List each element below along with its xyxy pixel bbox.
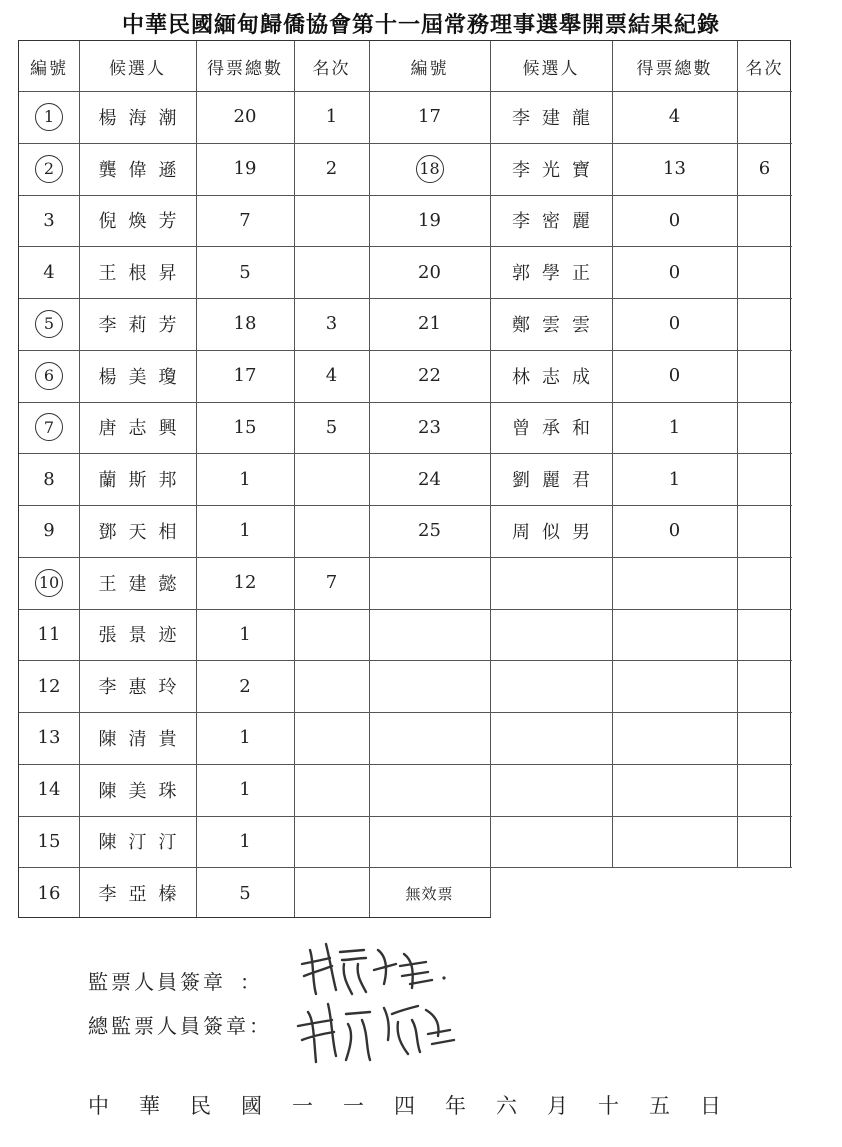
chief-signature — [292, 990, 462, 1070]
candidate-number: 12 — [37, 675, 61, 697]
rank — [737, 453, 792, 505]
candidate-name: 陳汀汀 — [98, 832, 189, 854]
candidate-number: 20 — [418, 261, 441, 283]
rank — [294, 505, 369, 557]
candidate-name: 王根昇 — [98, 263, 189, 285]
candidate-number: 14 — [37, 779, 61, 801]
rank — [737, 402, 792, 454]
invalid-ballots-label: 無效票 — [405, 884, 454, 903]
candidate-number: 23 — [418, 416, 441, 438]
candidate-name: 曾承和 — [512, 418, 602, 440]
candidate-number: 11 — [37, 623, 61, 645]
elected-circle-mark: 1 — [35, 103, 63, 131]
vote-count: 1 — [239, 520, 251, 542]
vote-count: 15 — [233, 416, 257, 438]
header-candidate: 候選人 — [109, 58, 166, 79]
vote-count: 4 — [668, 106, 681, 128]
vote-count: 2 — [239, 675, 251, 697]
header-number: 編號 — [30, 58, 68, 79]
rank — [294, 246, 369, 298]
rank — [294, 867, 369, 919]
elected-circle-mark: 18 — [416, 155, 444, 183]
results-table — [18, 40, 791, 918]
vote-count: 0 — [668, 520, 681, 542]
vote-count: 1 — [239, 623, 251, 645]
candidate-number — [19, 143, 79, 195]
rank: 5 — [325, 416, 338, 438]
candidate-number — [19, 350, 79, 402]
elected-circle-mark: 10 — [35, 569, 63, 597]
vote-count: 7 — [239, 209, 251, 231]
rank: 7 — [325, 572, 338, 594]
candidate-name: 鄧天相 — [98, 521, 189, 543]
rank — [737, 91, 792, 143]
vote-count: 1 — [668, 468, 681, 490]
candidate-name: 李密麗 — [512, 211, 602, 233]
vote-count: 1 — [239, 468, 251, 490]
candidate-number: 19 — [418, 209, 441, 231]
candidate-name: 李光寶 — [512, 159, 602, 181]
candidate-number: 15 — [37, 830, 61, 852]
candidate-number — [19, 298, 79, 350]
rank — [294, 764, 369, 816]
vote-count: 0 — [668, 209, 681, 231]
vote-count: 12 — [233, 572, 257, 594]
rank — [294, 453, 369, 505]
header-votes: 得票總數 — [207, 58, 283, 79]
page-title: 中華民國緬甸歸僑協會第十一屆常務理事選舉開票結果紀錄 — [121, 12, 720, 38]
header-rank: 名次 — [745, 58, 784, 79]
candidate-number — [19, 91, 79, 143]
rank — [737, 350, 792, 402]
candidate-number: 8 — [43, 468, 55, 490]
rank — [737, 298, 792, 350]
candidate-name: 周似男 — [512, 521, 602, 543]
vote-count: 19 — [233, 158, 257, 180]
document-date: 中華民國一一四年六月十五日 — [88, 1094, 751, 1118]
vote-count: 5 — [239, 882, 251, 904]
vote-count: 13 — [663, 158, 686, 180]
candidate-name: 陳美珠 — [98, 780, 189, 802]
vote-count: 18 — [233, 313, 257, 335]
candidate-number: 25 — [418, 520, 441, 542]
candidate-number: 3 — [43, 209, 55, 231]
candidate-number — [19, 402, 79, 454]
rank — [294, 609, 369, 661]
header-rank: 名次 — [312, 58, 351, 79]
vote-count: 0 — [668, 261, 681, 283]
rank — [737, 505, 792, 557]
candidate-name: 張景迹 — [98, 625, 189, 647]
header-candidate: 候選人 — [522, 58, 580, 79]
rank — [294, 816, 369, 868]
rank: 1 — [325, 106, 338, 128]
chief-signature-label: 總監票人員簽章： — [88, 1014, 272, 1038]
candidate-name: 陳清貴 — [98, 728, 189, 750]
rank: 6 — [758, 158, 771, 180]
elected-circle-mark: 7 — [35, 413, 63, 441]
vote-count: 1 — [239, 779, 251, 801]
candidate-name: 龔偉遜 — [98, 159, 189, 181]
rank: 4 — [325, 365, 338, 387]
candidate-number — [369, 143, 490, 195]
candidate-name: 郭學正 — [512, 263, 602, 285]
candidate-name: 李亞榛 — [98, 884, 189, 906]
vote-count: 5 — [239, 261, 251, 283]
header-number: 編號 — [410, 58, 449, 79]
candidate-name: 楊海潮 — [98, 107, 189, 129]
rank: 2 — [325, 158, 338, 180]
invalid-ballots-value — [490, 867, 792, 919]
candidate-name: 李建龍 — [512, 107, 602, 129]
candidate-name: 李惠玲 — [98, 677, 189, 699]
vote-count: 1 — [239, 830, 251, 852]
candidate-name: 王建懿 — [98, 573, 189, 595]
rank — [737, 195, 792, 247]
rank: 3 — [325, 313, 338, 335]
rank — [294, 660, 369, 712]
candidate-number: 16 — [37, 882, 61, 904]
candidate-name: 楊美瓊 — [98, 366, 189, 388]
header-votes: 得票總數 — [636, 58, 713, 79]
candidate-number: 17 — [418, 106, 441, 128]
candidate-name: 鄭雲雲 — [512, 314, 602, 336]
elected-circle-mark: 5 — [35, 310, 63, 338]
vote-count: 1 — [239, 727, 251, 749]
candidate-number: 22 — [418, 365, 441, 387]
vote-count: 0 — [668, 313, 681, 335]
rank — [294, 195, 369, 247]
candidate-number: 24 — [418, 468, 441, 490]
candidate-number: 13 — [37, 727, 61, 749]
candidate-name: 唐志興 — [98, 418, 189, 440]
candidate-number: 21 — [418, 313, 441, 335]
candidate-name: 倪煥芳 — [98, 211, 189, 233]
candidate-number: 9 — [43, 520, 55, 542]
monitor-signature-label: 監票人員簽章 ： — [88, 970, 263, 994]
vote-count: 0 — [668, 365, 681, 387]
vote-count: 1 — [668, 416, 681, 438]
candidate-number: 4 — [43, 261, 55, 283]
candidate-name: 林志成 — [512, 366, 602, 388]
vote-count: 20 — [233, 106, 257, 128]
elected-circle-mark: 2 — [35, 155, 63, 183]
candidate-name: 蘭斯邦 — [98, 470, 189, 492]
rank — [737, 246, 792, 298]
elected-circle-mark: 6 — [35, 362, 63, 390]
candidate-number — [19, 557, 79, 609]
vote-count: 17 — [233, 365, 257, 387]
rank — [294, 712, 369, 764]
candidate-name: 李莉芳 — [98, 314, 189, 336]
candidate-name: 劉麗君 — [512, 470, 602, 492]
